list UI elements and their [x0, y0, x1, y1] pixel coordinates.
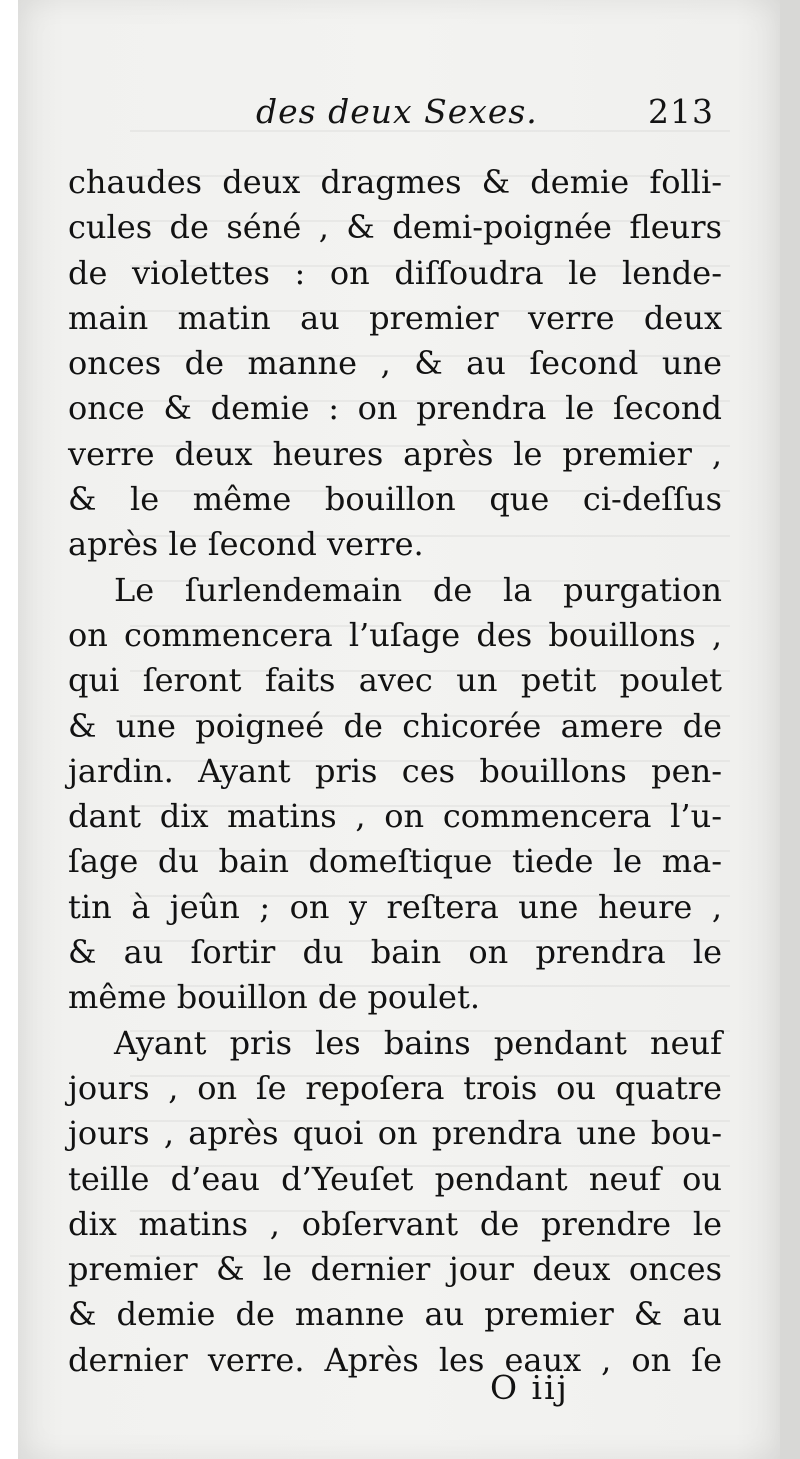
page-number: 213 [648, 92, 714, 131]
paragraph [68, 1021, 722, 1383]
text-line: jardin. Ayant pris ces bouillons pen- [68, 751, 722, 790]
text-line: ſage du bain domeſtique tiede le ma- [68, 842, 722, 881]
text-line: dant dix matins , on commencera l’u- [68, 797, 722, 836]
text-line: Ayant pris les bains pendant neuf [114, 1023, 722, 1062]
text-line: & une poigneé de chicorée amere de [68, 706, 722, 745]
text-line: dix matins , obſervant de prendre le [68, 1204, 722, 1243]
page-header [0, 92, 800, 152]
body-text [68, 160, 722, 1383]
text-line: jours , après quoi on prendra une bou- [68, 1114, 722, 1153]
text-line: chaudes deux dragmes & demie folli- [68, 163, 722, 201]
paragraph [68, 568, 722, 1021]
text-line: teille d’eau d’Yeuſet pendant neuf ou [68, 1159, 722, 1198]
text-line: tin à jeûn ; on y reſtera une heure , [68, 887, 722, 926]
text-line: verre deux heures après le premier , [68, 434, 722, 473]
text-line: on commencera l’uſage des bouillons , [68, 615, 722, 654]
page-edge [780, 0, 800, 1459]
text-line: onces de manne , & au ſecond une [68, 344, 722, 383]
text-line: après le ſecond verre. [68, 525, 424, 564]
text-line: cules de séné , & demi-poignée fleurs [68, 208, 722, 247]
text-line: & au ſortir du bain on prendra le [68, 933, 722, 972]
signature-mark: O iij [490, 1368, 569, 1407]
text-line: de violettes : on diſſoudra le lende- [68, 253, 722, 292]
text-line: main matin au premier verre deux [68, 298, 722, 337]
text-line: Le ſurlendemain de la purgation [114, 570, 722, 609]
text-line: jours , on ſe repoſera trois ou quatre [68, 1068, 722, 1107]
running-title: des deux Sexes. [256, 92, 538, 131]
text-line: & le même bouillon que ci-deſſus [68, 480, 722, 519]
text-line: premier & le dernier jour deux onces [68, 1250, 722, 1289]
paragraph [68, 160, 722, 568]
text-line: once & demie : on prendra le ſecond [68, 389, 722, 428]
text-line: même bouillon de poulet. [68, 978, 480, 1017]
text-line: dernier verre. Après les eaux , on ſe [68, 1340, 722, 1379]
text-line: & demie de manne au premier & au [68, 1295, 722, 1334]
text-line: qui ſeront faits avec un petit poulet [68, 661, 722, 700]
